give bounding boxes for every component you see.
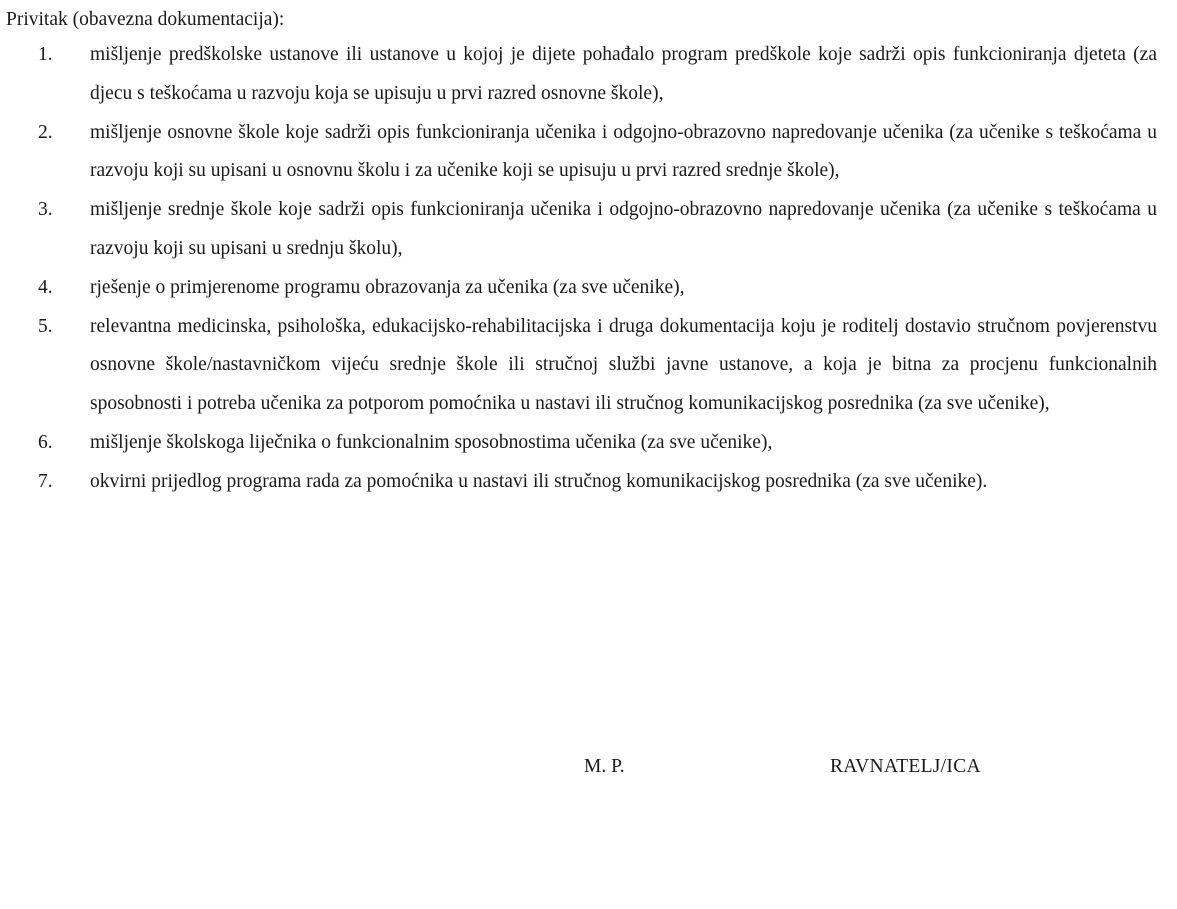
item-text: mišljenje srednje škole koje sadrži opis funkcioniranja učenika i odgojno-obrazovno napredovanje učenika (za učenike s teškoćama u razvoju koji su upisani u srednju školu), bbox=[90, 199, 1157, 259]
item-text: rješenje o primjerenome programu obrazovanja za učenika (za sve učenike), bbox=[90, 276, 685, 298]
item-number: 4. bbox=[38, 276, 53, 298]
list-item bbox=[0, 463, 1157, 502]
item-text: relevantna medicinska, psihološka, edukacijsko-rehabilitacijska i druga dokumentacija koju je roditelj dostavio stručnom povjerenstvu osnovne škole/nastavničkom vijeću srednje škole ili stručnoj službi javne ustanove, a koja je bitna za procjenu funkcionalnih sposobnosti i potreba učenika za potporom pomoćnika u nastavi ili stručnog komunikacijskog posrednika (za sve učenike), bbox=[90, 315, 1157, 415]
stamp-placeholder: M. P. bbox=[584, 756, 625, 777]
list-item bbox=[0, 114, 1157, 192]
required-documents-list bbox=[0, 36, 1157, 502]
list-item bbox=[0, 269, 1157, 308]
item-number: 5. bbox=[38, 315, 53, 337]
item-number: 2. bbox=[38, 121, 53, 143]
item-text: okvirni prijedlog programa rada za pomoćnika u nastavi ili stručnog komunikacijskog posrednika (za sve učenike). bbox=[90, 470, 988, 492]
attachments-heading: Privitak (obavezna dokumentacija): bbox=[6, 9, 285, 30]
list-item bbox=[0, 308, 1157, 424]
item-text: mišljenje školskoga liječnika o funkcionalnim sposobnostima učenika (za sve učenike), bbox=[90, 431, 773, 453]
item-number: 6. bbox=[38, 431, 53, 453]
list-item bbox=[0, 424, 1157, 463]
item-number: 1. bbox=[38, 44, 53, 65]
item-text: mišljenje osnovne škole koje sadrži opis funkcioniranja učenika i odgojno-obrazovno napredovanje učenika (za učenike s teškoćama u razvoju koji su upisani u osnovnu školu i za učenike koji se upisuju u prvi razred srednje škole), bbox=[90, 121, 1157, 182]
list-item bbox=[0, 191, 1157, 269]
list-item bbox=[0, 36, 1157, 114]
item-text: mišljenje predškolske ustanove ili ustanove u kojoj je dijete pohađalo program predškole koje sadrži opis funkcioniranja djeteta (za djecu s teškoćama u razvoju koja se upisuju u prvi razred osnovne škole), bbox=[90, 44, 1157, 104]
item-number: 7. bbox=[38, 470, 53, 492]
signature-label: RAVNATELJ/ICA bbox=[830, 756, 981, 777]
item-number: 3. bbox=[38, 199, 53, 221]
